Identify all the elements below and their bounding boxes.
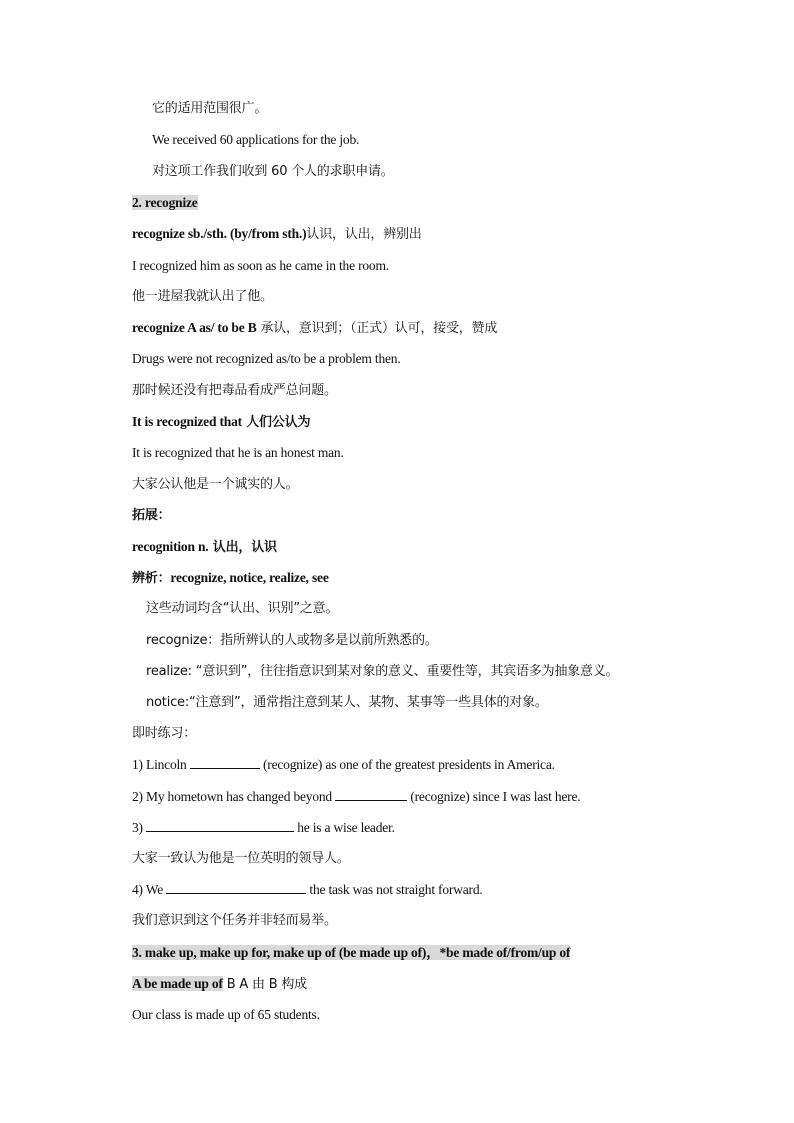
definition-line [132, 317, 497, 339]
discrimination-heading [132, 567, 329, 589]
label: 辨析： [132, 571, 171, 586]
exercise-text: 4) We [132, 882, 167, 897]
text-line: We received 60 applications for the job. [152, 132, 360, 147]
translation: 他一进屋我就认出了他。 [132, 289, 273, 304]
translation: 大家公认他是一个诚实的人。 [132, 477, 299, 492]
text-line: notice:“注意到”，通常指注意到某人、某物、某事等一些具体的对象。 [146, 695, 548, 710]
phrase: recognition n. [132, 539, 209, 554]
phrase: A be made up of [132, 976, 223, 991]
example-sentence: It is recognized that he is an honest man. [132, 445, 344, 460]
meaning: 认出，认识 [208, 540, 277, 555]
section-heading [132, 942, 570, 964]
exercise-text: 2) My hometown has changed beyond [132, 789, 336, 804]
exercise-4 [132, 879, 483, 901]
text-line: 对这项工作我们收到 60 个人的求职申请。 [152, 164, 394, 179]
example-sentence: I recognized him as soon as he came in the room. [132, 258, 389, 273]
meaning: 承认，意识到；（正式）认可，接受，赞成 [256, 321, 498, 336]
phrase: It is recognized that [132, 414, 242, 429]
answer-blank[interactable] [166, 880, 306, 894]
exercise-text: (recognize) since I was last here. [407, 789, 581, 804]
exercise-text: 3) [132, 820, 147, 835]
heading-highlight: 2. recognize [132, 195, 198, 210]
section-heading [132, 192, 198, 214]
text-line: 它的适用范围很广。 [152, 101, 268, 116]
exercise-3 [132, 817, 395, 839]
exercise-text: 1) Lincoln [132, 757, 190, 772]
phrase: recognize, notice, realize, see [170, 570, 329, 585]
answer-blank[interactable] [335, 787, 407, 801]
heading-highlight: 3. make up, make up for, make up of (be made up of)，*be made of/from/up of [132, 945, 571, 960]
definition-line [132, 973, 307, 995]
text-line: 这些动词均含“认出、识别”之意。 [146, 601, 339, 616]
text-line: realize: “意识到”，往往指意识到某对象的意义、重要性等，其宾语多为抽象意义。 [146, 664, 619, 679]
exercise-text: he is a wise leader. [294, 820, 395, 835]
translation: 大家一致认为他是一位英明的领导人。 [132, 851, 350, 866]
example-sentence: Our class is made up of 65 students. [132, 1007, 320, 1022]
answer-blank[interactable] [190, 755, 260, 769]
exercise-text: (recognize) as one of the greatest presidents in America. [259, 757, 555, 772]
phrase: recognize sb./sth. (by/from sth.) [132, 226, 307, 241]
definition-line [132, 411, 310, 433]
answer-blank[interactable] [146, 818, 294, 832]
definition-line [132, 536, 277, 558]
exercise-1 [132, 754, 555, 776]
extension-label: 拓展： [132, 508, 171, 523]
meaning: 人们公认为 [241, 415, 311, 430]
definition-line [132, 223, 422, 245]
practice-label: 即时练习： [132, 726, 197, 741]
exercise-2 [132, 786, 580, 808]
translation: 那时候还没有把毒品看成严总问题。 [132, 383, 337, 398]
example-sentence: Drugs were not recognized as/to be a problem then. [132, 351, 401, 366]
translation: 我们意识到这个任务并非轻而易举。 [132, 913, 337, 928]
phrase: recognize A as/ to be B [132, 320, 257, 335]
text-line: recognize：指所辨认的人或物多是以前所熟悉的。 [146, 633, 438, 648]
exercise-text: the task was not straight forward. [306, 882, 483, 897]
meaning: B A 由 B 构成 [222, 977, 307, 992]
meaning: 认识，认出，辨别出 [306, 227, 422, 242]
